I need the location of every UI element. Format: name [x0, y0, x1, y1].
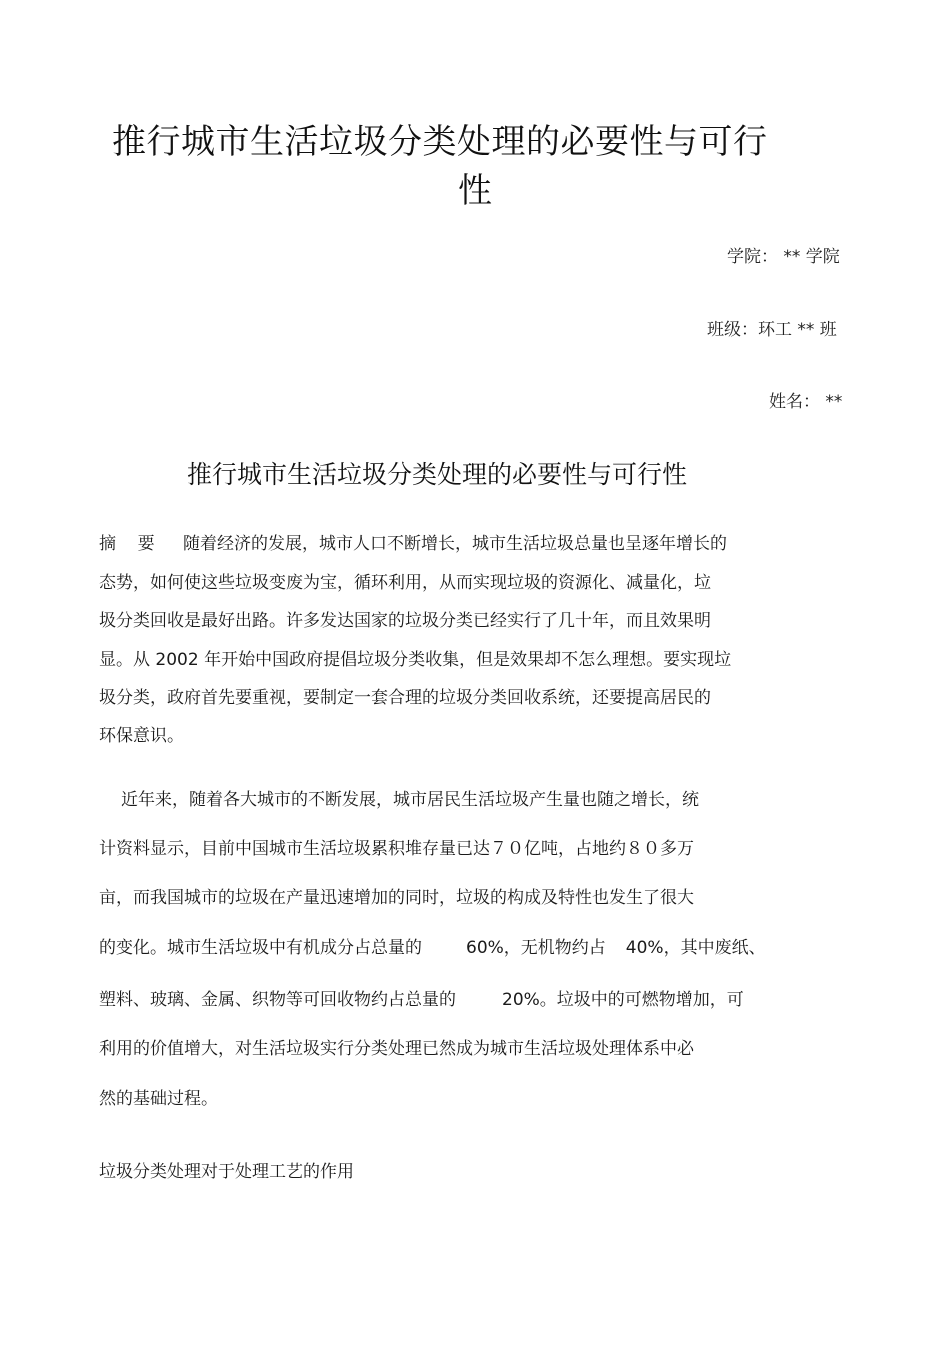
abstract-line: 显。从 2002 年开始中国政府提倡垃圾分类收集，但是效果却不怎么理想。要实现垃	[99, 650, 732, 670]
abstract-line: 态势，如何使这些垃圾变废为宝，循环利用，从而实现垃圾的资源化、减量化，垃	[99, 573, 711, 593]
paragraph-line: 近年来，随着各大城市的不断发展，城市居民生活垃圾产生量也随之增长，统	[121, 790, 699, 810]
class-line: 班级：环工 ** 班	[707, 320, 837, 340]
paragraph-line: 利用的价值增大，对生活垃圾实行分类处理已然成为城市生活垃圾处理体系中必	[99, 1039, 694, 1059]
percentage-value: 20%。垃圾中的可燃物增加，可	[502, 990, 744, 1010]
paragraph-line: 亩，而我国城市的垃圾在产量迅速增加的同时，垃圾的构成及特性也发生了很大	[99, 888, 694, 908]
name-line: 姓名： **	[769, 392, 843, 412]
abstract-label: 摘 要	[99, 534, 155, 554]
paragraph-text: 的变化。城市生活垃圾中有机成分占总量的	[99, 938, 422, 958]
college-line: 学院： ** 学院	[727, 247, 840, 267]
document-title-line1: 推行城市生活垃圾分类处理的必要性与可行	[112, 122, 768, 162]
paragraph-line	[99, 985, 744, 1010]
percentage-value: 40%，其中废纸、	[625, 938, 766, 958]
paragraph-text: 塑料、玻璃、金属、织物等可回收物约占总量的	[99, 990, 456, 1010]
abstract-line: 圾分类回收是最好出路。许多发达国家的垃圾分类已经实行了几十年，而且效果明	[99, 611, 711, 631]
document-subtitle: 推行城市生活垃圾分类处理的必要性与可行性	[187, 460, 688, 489]
paragraph-line: 计资料显示，目前中国城市生活垃圾累积堆存量已达７０亿吨，占地约８０多万	[99, 839, 694, 859]
abstract-line: 环保意识。	[99, 726, 184, 746]
abstract-line: 随着经济的发展，城市人口不断增长，城市生活垃圾总量也呈逐年增长的	[183, 534, 727, 554]
paragraph-line	[99, 933, 766, 958]
percentage-value: 60%，无机物约占	[466, 938, 606, 958]
paragraph-line: 然的基础过程。	[99, 1089, 218, 1109]
section-heading: 垃圾分类处理对于处理工艺的作用	[99, 1162, 354, 1182]
abstract-line: 圾分类，政府首先要重视，要制定一套合理的垃圾分类回收系统，还要提高居民的	[99, 688, 711, 708]
document-title-line2: 性	[458, 171, 493, 211]
